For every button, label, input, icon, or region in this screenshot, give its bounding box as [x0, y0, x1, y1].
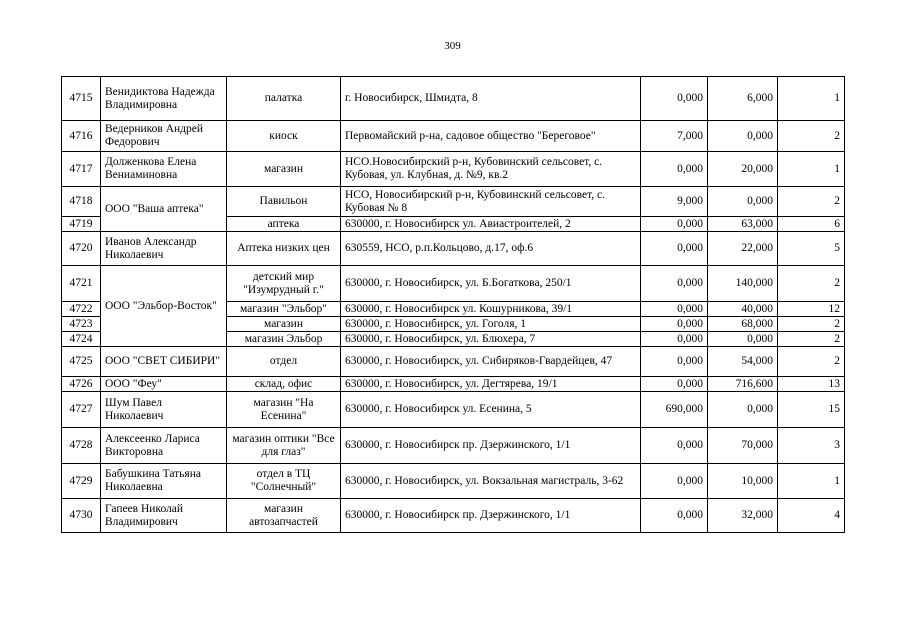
value-2: 0,000 — [708, 187, 778, 217]
address: 630000, г. Новосибирск, ул. Дегтярева, 19/1 — [341, 377, 641, 392]
owner-name: ООО "СВЕТ СИБИРИ" — [101, 347, 227, 377]
count: 2 — [778, 332, 845, 347]
value-2: 68,000 — [708, 317, 778, 332]
address: 630000, г. Новосибирск, ул. Гоголя, 1 — [341, 317, 641, 332]
object-type: отдел в ТЦ "Солнечный" — [227, 464, 341, 499]
address: 630000, г. Новосибирск ул. Авиастроителей, 2 — [341, 217, 641, 232]
value-2: 0,000 — [708, 121, 778, 152]
table-row — [62, 152, 845, 187]
table-row — [62, 266, 845, 302]
address: НСО, Новосибирский р-н, Кубовинский сельсовет, с. Кубовая № 8 — [341, 187, 641, 217]
count: 5 — [778, 232, 845, 266]
count: 13 — [778, 377, 845, 392]
object-type: детский мир "Изумрудный г." — [227, 266, 341, 302]
table-row — [62, 232, 845, 266]
count: 1 — [778, 464, 845, 499]
value-1: 0,000 — [641, 464, 708, 499]
value-1: 0,000 — [641, 217, 708, 232]
value-1: 0,000 — [641, 377, 708, 392]
address: Первомайский р-на, садовое общество "Береговое" — [341, 121, 641, 152]
count: 2 — [778, 121, 845, 152]
owner-name: Иванов Александр Николаевич — [101, 232, 227, 266]
owner-name: Шум Павел Николаевич — [101, 392, 227, 428]
owner-name: Венидиктова Надежда Владимировна — [101, 77, 227, 121]
value-2: 54,000 — [708, 347, 778, 377]
owner-name: Гапеев Николай Владимирович — [101, 499, 227, 533]
value-1: 0,000 — [641, 317, 708, 332]
value-2: 32,000 — [708, 499, 778, 533]
row-number: 4722 — [62, 302, 101, 317]
value-2: 40,000 — [708, 302, 778, 317]
row-number: 4718 — [62, 187, 101, 217]
object-type: магазин — [227, 317, 341, 332]
table-row — [62, 347, 845, 377]
row-number: 4729 — [62, 464, 101, 499]
count: 1 — [778, 77, 845, 121]
address: 630000, г. Новосибирск, ул. Вокзальная магистраль, 3-62 — [341, 464, 641, 499]
owner-name: Долженкова Елена Вениаминовна — [101, 152, 227, 187]
address: 630000, г. Новосибирск, ул. Б.Богаткова, 250/1 — [341, 266, 641, 302]
value-2: 63,000 — [708, 217, 778, 232]
object-type: аптека — [227, 217, 341, 232]
address: 630000, г. Новосибирск пр. Дзержинского, 1/1 — [341, 499, 641, 533]
row-number: 4719 — [62, 217, 101, 232]
row-number: 4724 — [62, 332, 101, 347]
value-1: 0,000 — [641, 499, 708, 533]
row-number: 4725 — [62, 347, 101, 377]
value-1: 7,000 — [641, 121, 708, 152]
object-type: магазин "На Есенина" — [227, 392, 341, 428]
count: 12 — [778, 302, 845, 317]
row-number: 4726 — [62, 377, 101, 392]
value-1: 0,000 — [641, 302, 708, 317]
value-2: 10,000 — [708, 464, 778, 499]
value-2: 140,000 — [708, 266, 778, 302]
value-1: 9,000 — [641, 187, 708, 217]
address: 630559, НСО, р.п.Кольцово, д.17, оф.6 — [341, 232, 641, 266]
value-2: 70,000 — [708, 428, 778, 464]
address: 630000, г. Новосибирск ул. Кошурникова, 39/1 — [341, 302, 641, 317]
object-type: магазин — [227, 152, 341, 187]
value-1: 0,000 — [641, 266, 708, 302]
object-type: магазин оптики "Все для глаз" — [227, 428, 341, 464]
value-1: 0,000 — [641, 332, 708, 347]
row-number: 4716 — [62, 121, 101, 152]
object-type: Павильон — [227, 187, 341, 217]
object-type: Аптека низких цен — [227, 232, 341, 266]
owner-name: ООО "Феу" — [101, 377, 227, 392]
address: г. Новосибирск, Шмидта, 8 — [341, 77, 641, 121]
row-number: 4721 — [62, 266, 101, 302]
count: 1 — [778, 152, 845, 187]
row-number: 4723 — [62, 317, 101, 332]
value-1: 0,000 — [641, 428, 708, 464]
value-2: 22,000 — [708, 232, 778, 266]
value-1: 0,000 — [641, 232, 708, 266]
address: 630000, г. Новосибирск пр. Дзержинского, 1/1 — [341, 428, 641, 464]
table-row — [62, 392, 845, 428]
table-row — [62, 499, 845, 533]
owner-name: Бабушкина Татьяна Николаевна — [101, 464, 227, 499]
object-type: киоск — [227, 121, 341, 152]
object-type: магазин "Эльбор" — [227, 302, 341, 317]
owner-name: ООО "Эльбор-Восток" — [101, 266, 227, 347]
row-number: 4728 — [62, 428, 101, 464]
count: 15 — [778, 392, 845, 428]
table-row — [62, 428, 845, 464]
value-2: 716,600 — [708, 377, 778, 392]
value-2: 0,000 — [708, 392, 778, 428]
table-row — [62, 464, 845, 499]
object-type: склад, офис — [227, 377, 341, 392]
count: 6 — [778, 217, 845, 232]
object-type: палатка — [227, 77, 341, 121]
address: 630000, г. Новосибирск, ул. Блюхера, 7 — [341, 332, 641, 347]
count: 2 — [778, 347, 845, 377]
owner-name: Алексеенко Лариса Викторовна — [101, 428, 227, 464]
object-type: магазин Эльбор — [227, 332, 341, 347]
table-row — [62, 77, 845, 121]
count: 4 — [778, 499, 845, 533]
table-row — [62, 121, 845, 152]
count: 2 — [778, 317, 845, 332]
row-number: 4720 — [62, 232, 101, 266]
object-type: отдел — [227, 347, 341, 377]
address: 630000, г. Новосибирск ул. Есенина, 5 — [341, 392, 641, 428]
value-1: 0,000 — [641, 77, 708, 121]
value-2: 0,000 — [708, 332, 778, 347]
row-number: 4727 — [62, 392, 101, 428]
count: 2 — [778, 266, 845, 302]
value-1: 0,000 — [641, 152, 708, 187]
value-2: 20,000 — [708, 152, 778, 187]
row-number: 4717 — [62, 152, 101, 187]
owner-name: Ведерников Андрей Федорович — [101, 121, 227, 152]
address: 630000, г. Новосибирск, ул. Сибиряков-Гвардейцев, 47 — [341, 347, 641, 377]
table-row — [62, 187, 845, 217]
object-type: магазин автозапчастей — [227, 499, 341, 533]
count: 3 — [778, 428, 845, 464]
table-row — [62, 377, 845, 392]
value-2: 6,000 — [708, 77, 778, 121]
count: 2 — [778, 187, 845, 217]
owner-name: ООО "Ваша аптека" — [101, 187, 227, 232]
row-number: 4730 — [62, 499, 101, 533]
value-1: 0,000 — [641, 347, 708, 377]
address: НСО.Новосибирский р-н, Кубовинский сельсовет, с. Кубовая, ул. Клубная, д. №9, кв.2 — [341, 152, 641, 187]
value-1: 690,000 — [641, 392, 708, 428]
registry-table — [61, 76, 845, 533]
row-number: 4715 — [62, 77, 101, 121]
page-number: 309 — [444, 40, 461, 52]
